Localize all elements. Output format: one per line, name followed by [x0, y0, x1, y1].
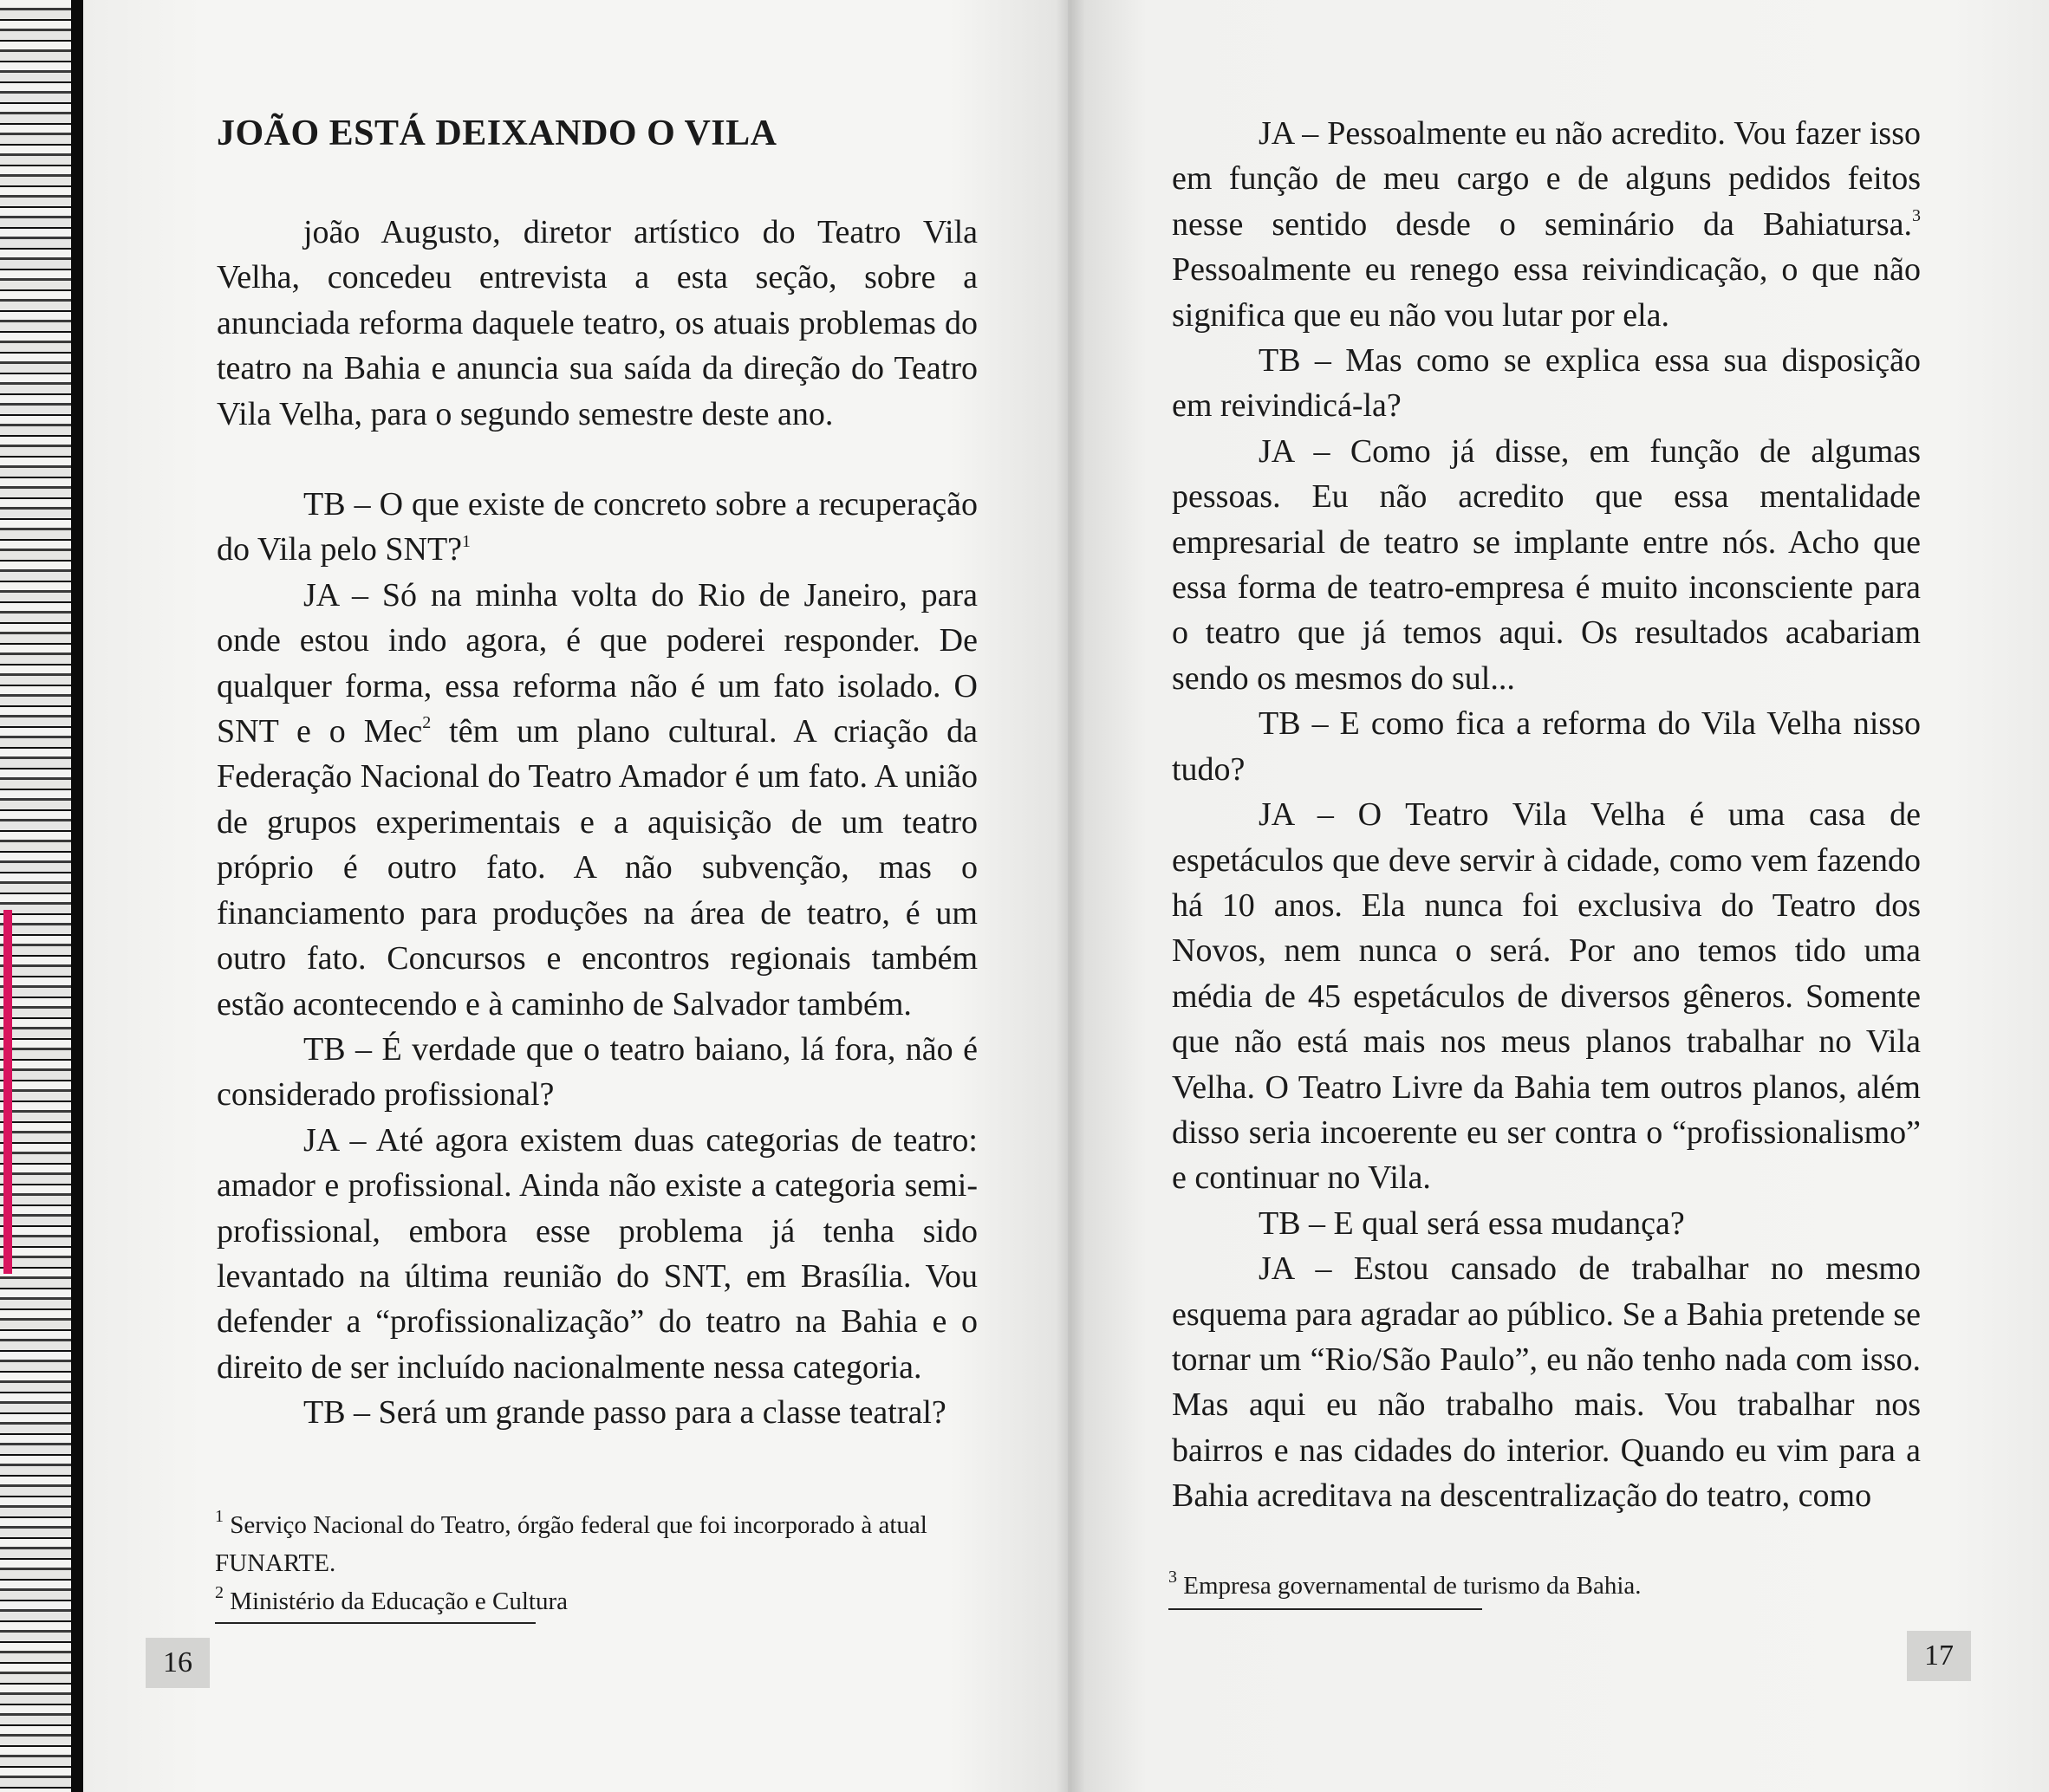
footnote-ref: 1 — [462, 531, 472, 551]
question-paragraph: TB – Mas como se explica essa sua disposição em reivindicá-la? — [1172, 342, 1921, 425]
footnote — [1168, 1567, 1914, 1605]
question-paragraph: TB – E como fica a reforma do Vila Velha nisso tudo? — [1172, 705, 1921, 788]
footnote-mark: 2 — [215, 1583, 224, 1603]
answer-paragraph: JA – O Teatro Vila Velha é uma casa de espetáculos que deve servir à cidade, como vem fazendo há 10 anos. Ela nunca foi exclusiva do Teatro dos Novos, nem nunca o será. Por ano temos tido uma média de 45 espetáculos de diversos gêneros. Somente que não está mais nos meus planos trabalhar no Vila Velha. O Teatro Livre da Bahia tem outros planos, além disso seria incoerente eu ser contra o “profissionalismo” e continuar no Vila. — [1172, 796, 1921, 1197]
answer-paragraph: JA – Como já disse, em função de algumas pessoas. Eu não acredito que essa mentalidade empresarial de teatro se implante entre nós. Acho que essa forma de teatro-empresa é muito inconsciente para o teatro que já temos aqui. Os resultados acabariam sendo os mesmos do sul... — [1172, 432, 1921, 697]
question-paragraph: TB – Será um grande passo para a classe teatral? — [303, 1394, 946, 1432]
page-number: 17 — [1907, 1631, 1971, 1681]
right-footnotes — [1168, 1567, 1914, 1605]
question-paragraph — [217, 482, 978, 573]
article-title: JOÃO ESTÁ DEIXANDO O VILA — [217, 114, 777, 153]
answer-paragraph: JA – Estou cansado de trabalhar no mesmo esquema para agradar ao público. Se a Bahia pretende se tornar um “Rio/São Paulo”, eu não tenho nada com isso. Mas aqui eu não trabalho mais. Vou trabalhar nos bairros e nas cidades do interior. Quando eu vim para a Bahia acreditava na descentralização do teatro, como — [1172, 1250, 1921, 1515]
intro-paragraph: joão Augusto, diretor artístico do Teatro Vila Velha, concedeu entrevista a esta seção, sobre a anunciada reforma daquele teatro, os atuais problemas do teatro na Bahia e anuncia sua saída da direção do Teatro Vila Velha, para o segundo semestre deste ano. — [217, 214, 978, 432]
footnote-rule — [215, 1622, 536, 1624]
page-number: 16 — [146, 1638, 210, 1688]
footnote-mark: 3 — [1168, 1568, 1177, 1587]
footnote — [215, 1506, 978, 1582]
footnote-ref: 3 — [1912, 206, 1921, 226]
answer-paragraph — [217, 573, 978, 1027]
footnote — [215, 1582, 978, 1620]
answer-text: JA – Só na minha volta do Rio de Janeiro, para onde estou indo agora, é que poderei responder. De qualquer forma, essa reforma não é um fato isolado. O SNT e o Mec — [217, 576, 978, 750]
footnote-text: Serviço Nacional do Teatro, órgão federal que foi incorporado à atual FUNARTE. — [215, 1511, 927, 1577]
left-footnotes — [215, 1506, 978, 1620]
left-page-body — [217, 210, 978, 1436]
book-gutter — [1056, 0, 1085, 1792]
question-text: TB – O que existe de concreto sobre a recuperação do Vila pelo SNT? — [217, 486, 978, 568]
footnote-ref: 2 — [422, 713, 432, 733]
right-page-body — [1172, 111, 1921, 1519]
question-paragraph: TB – É verdade que o teatro baiano, lá fora, não é considerado profissional? — [217, 1030, 978, 1114]
footnote-text: Ministério da Educação e Cultura — [224, 1587, 569, 1615]
question-paragraph: TB – E qual será essa mudança? — [1259, 1204, 1685, 1242]
answer-paragraph: JA – Até agora existem duas categorias de teatro: amador e profissional. Ainda não existe a categoria semi-profissional, embora esse problema já tenha sido levantado na última reunião do SNT, em Brasília. Vou defender a “profissionalização” do teatro na Bahia e o direito de ser incluído nacionalmente nessa categoria. — [217, 1121, 978, 1386]
answer-paragraph — [1172, 111, 1921, 338]
answer-text: JA – Pessoalmente eu não acredito. Vou fazer isso em função de meu cargo e de alguns pedidos feitos nesse sentido desde o seminário da Bahiatursa. — [1172, 115, 1921, 243]
answer-text: Pessoalmente eu renego essa reivindicação, o que não significa que eu não vou lutar por ela. — [1172, 251, 1921, 334]
footnote-mark: 1 — [215, 1507, 224, 1527]
footnote-rule — [1168, 1608, 1482, 1610]
page-edges — [0, 0, 80, 1792]
page-edge-black-band — [71, 0, 83, 1792]
page-edge-pink-stripe — [3, 910, 12, 1274]
footnote-text: Empresa governamental de turismo da Bahia. — [1177, 1572, 1642, 1600]
answer-text: têm um plano cultural. A criação da Federação Nacional do Teatro Amador é um fato. A união de grupos experimentais e a aquisição de um teatro próprio é outro fato. A não subvenção, mas o financiamento para produções na área de teatro, é um outro fato. Concursos e encontros regionais também estão acontecendo e à caminho de Salvador também. — [217, 713, 978, 1023]
